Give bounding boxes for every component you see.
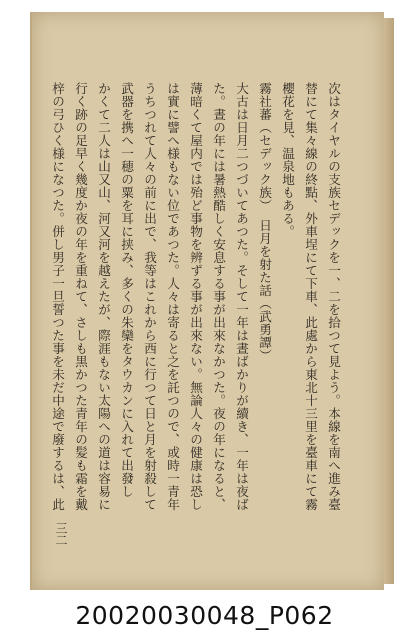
text-column: は實に譬へ様もない位であつた。人々は寄ると之を託つので、或時一青年 bbox=[165, 82, 180, 511]
text-column: 霧社蕃（セデック族） 日月を射た話（武勇譚） bbox=[257, 82, 272, 362]
page-number: 三二 bbox=[54, 522, 68, 546]
text-column: 武器を携へ一穂の粟を耳に挟み、多くの朱欒をタウカンに入れて出發し bbox=[119, 82, 134, 498]
text-column: 大古は日月二つづいてあつた。そして一年は晝ばかりが續き、一年は夜ば bbox=[234, 82, 249, 511]
text-column: かくて二人は山又山、河又河を越えたが、際涯もない太陽への道は容易に bbox=[96, 82, 111, 511]
text-column: 替にて集々線の終點、外車埕にて下車、此處から東北十三里を臺車にて霧 bbox=[303, 82, 318, 511]
text-column: 行く跡の足早く幾度か夜の年を重ねて、さしも黒かつた青年の髪も霜を戴 bbox=[73, 82, 88, 511]
text-column: 薄暗くて屋内では殆ど事物を辨ずる事が出來ない。無論人々の健康は恐し bbox=[188, 82, 203, 511]
text-column: うちつれて人々の前に出で、我等はこれから西に行つて日と月を射殺して bbox=[142, 82, 157, 511]
image-caption: 20020030048_P062 bbox=[75, 601, 334, 630]
text-column: 梓の弓ひく様になつた。併し男子一旦誓つた事を未だ中途で廢するは、此 bbox=[50, 82, 65, 511]
vertical-text-block bbox=[42, 82, 342, 512]
page-edge bbox=[384, 18, 394, 584]
text-column: 次はタイヤルの支族セデックを一、二を拾つて見よう。本線を南へ進み臺 bbox=[326, 82, 341, 511]
text-column: 櫻花を見、温泉地もある。 bbox=[280, 82, 295, 238]
text-column: た。晝の年には暑熱酷しく安息する事が出來なかつた。夜の年になると、 bbox=[211, 82, 226, 511]
